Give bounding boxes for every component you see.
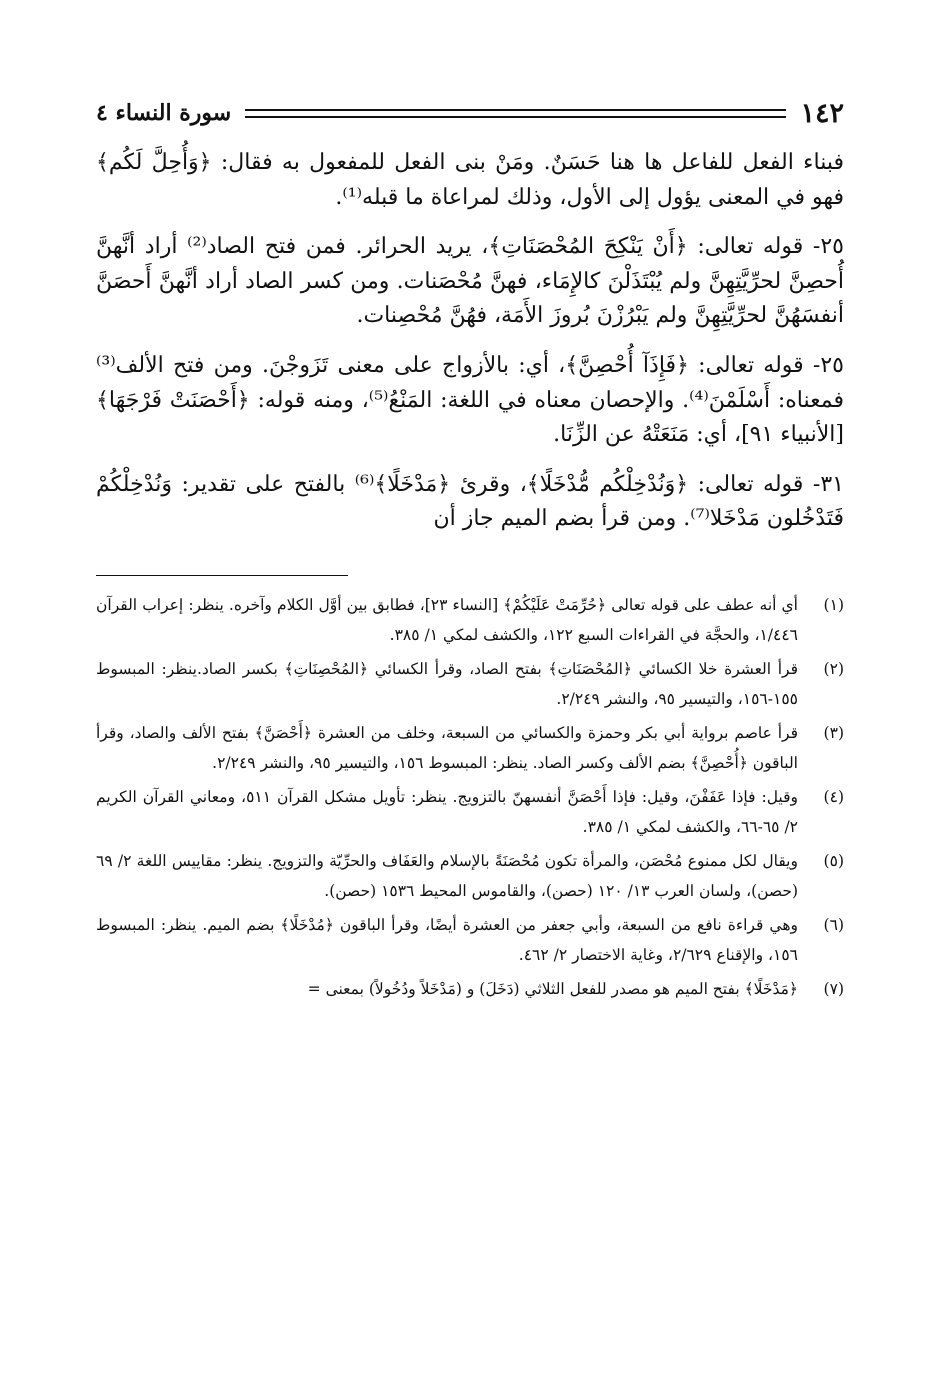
- footnote-text: ﴿مَدْخَلًا﴾ بفتح الميم هو مصدر للفعل الثلاثي (دَخَلَ) و (مَدْخَلاً ودُخُولاً) بمعنى =: [307, 979, 798, 998]
- footnote-separator: [96, 575, 348, 576]
- footnote: [96, 654, 844, 714]
- footnote: [96, 782, 844, 842]
- main-text: [96, 146, 844, 537]
- footnote-text: قرأ العشرة خلا الكسائي ﴿المُحْصَنَاتِ﴾ بفتح الصاد، وقرأ الكسائي ﴿المُحْصِنَاتِ﴾ بكسر الصاد.ينظر: المبسوط ١٥٥-١٥٦، والتيسير ٩٥، والنشر ٢/٢٤٩.: [96, 659, 798, 708]
- paragraph: ٣١- قوله تعالى: ﴿وَنُدْخِلْكُم مُّدْخَلًا﴾، وقرئ ﴿مَدْخَلًا﴾⁽⁶⁾ بالفتح على تقدير: وَنُدْخِلْكُمْ فَتَدْخُلون مَدْخَلا⁽⁷⁾. ومن قرأ بضم الميم جاز أن: [96, 471, 844, 532]
- footnote-number: (٧): [823, 979, 844, 998]
- footnote-number: (١): [823, 595, 844, 614]
- book-page: [96, 96, 844, 1008]
- footnote: [96, 974, 844, 1004]
- page-header: [96, 96, 844, 130]
- footnote-number: (٥): [823, 851, 844, 870]
- paragraph: ٢٥- قوله تعالى: ﴿أَنْ يَنْكِحَ المُحْصَنَاتِ﴾، يريد الحرائر. فمن فتح الصاد⁽²⁾ أراد أنَّهنَّ أُحصِنَّ لحرِّيَّتِهِنَّ ولم يُبْتَذَلْنَ كالإِمَاء، فهنَّ مُحْصَنات. ومن كسر الصاد أراد أنَّهنَّ أَحصَنَّ أنفسَهُنَّ لحرِّيَّتِهِنَّ ولم يَبْرُزْنَ بُروزَ الأَمَة، فهُنَّ مُحْصِنات.: [96, 234, 844, 329]
- footnote: [96, 846, 844, 906]
- footnote-text: أي أنه عطف على قوله تعالى ﴿حُرِّمَتْ عَلَيْكُمْ﴾ [النساء ٢٣]، فطابق بين أوَّل الكلام وآخره. ينظر: إعراب القرآن ١/٤٤٦، والحجَّة في القراءات السبع ١٢٢، والكشف لمكي ١/ ٣٨٥.: [96, 595, 798, 644]
- footnote-text: وهي قراءة نافع من السبعة، وأبي جعفر من العشرة أيضًا، وقرأ الباقون ﴿مُدْخَلًا﴾ بضم الميم. ينظر: المبسوط ١٥٦، والإقناع ٢/٦٢٩، وغاية الاختصار ٢/ ٤٦٢.: [96, 915, 798, 964]
- footnote-text: وقيل: فإذا عَفَفْنَ، وقيل: فإذا أَحْصَنَّ أنفسهنّ بالتزويج. ينظر: تأويل مشكل القرآن ٥١١، ومعاني القرآن الكريم ٢/ ٦٥-٦٦، والكشف لمكي ١/ ٣٨٥.: [96, 787, 798, 836]
- footnote-text: ويقال لكل ممنوع مُحْصَن، والمرأة تكون مُحْصَنَةً بالإسلام والعَفَاف والحرِّيّة والتزويج. ينظر: مقاييس اللغة ٢/ ٦٩ (حصن)، ولسان العرب ١٣/ ١٢٠ (حصن)، والقاموس المحيط ١٥٣٦ (حصن).: [96, 851, 798, 900]
- footnotes: [96, 590, 844, 1004]
- footnote-text: قرأ عاصم برواية أبي بكر وحمزة والكسائي من السبعة، وخلف من العشرة ﴿أَحْصَنَّ﴾ بفتح الألف والصاد، وقرأ الباقون ﴿أُحْصِنَّ﴾ بضم الألف وكسر الصاد. ينظر: المبسوط ١٥٦، والتيسير ٩٥، والنشر ٢/٢٤٩.: [96, 723, 798, 772]
- page-number: ١٤٢: [800, 97, 844, 129]
- footnote-number: (٢): [823, 659, 844, 678]
- footnote-number: (٦): [823, 915, 844, 934]
- footnote: [96, 590, 844, 650]
- footnote-number: (٤): [823, 787, 844, 806]
- surah-title: سورة النساء ٤: [96, 100, 232, 126]
- footnote: [96, 718, 844, 778]
- paragraph: ٢٥- قوله تعالى: ﴿فَإِذَآ أُحْصِنَّ﴾، أي: بالأزواج على معنى تَزَوجْنَ. ومن فتح الألف⁽³⁾ فمعناه: أَسْلَمْنَ⁽⁴⁾. والإحصان معناه في اللغة: المَنْعُ⁽⁵⁾، ومنه قوله: ﴿أَحْصَنَتْ فَرْجَهَا﴾ [الأنبياء ٩١]، أي: مَنَعَتْهُ عن الزِّنَا.: [96, 352, 844, 448]
- header-rule: [245, 109, 786, 118]
- paragraph: فبناء الفعل للفاعل ها هنا حَسَنٌ. ومَنْ بنى الفعل للمفعول به فقال: ﴿وَأُحِلَّ لَكُم﴾ فهو في المعنى يؤول إلى الأول، وذلك لمراعاة ما قبله⁽¹⁾.: [96, 150, 844, 210]
- footnote-number: (٣): [823, 723, 844, 742]
- footnote: [96, 910, 844, 970]
